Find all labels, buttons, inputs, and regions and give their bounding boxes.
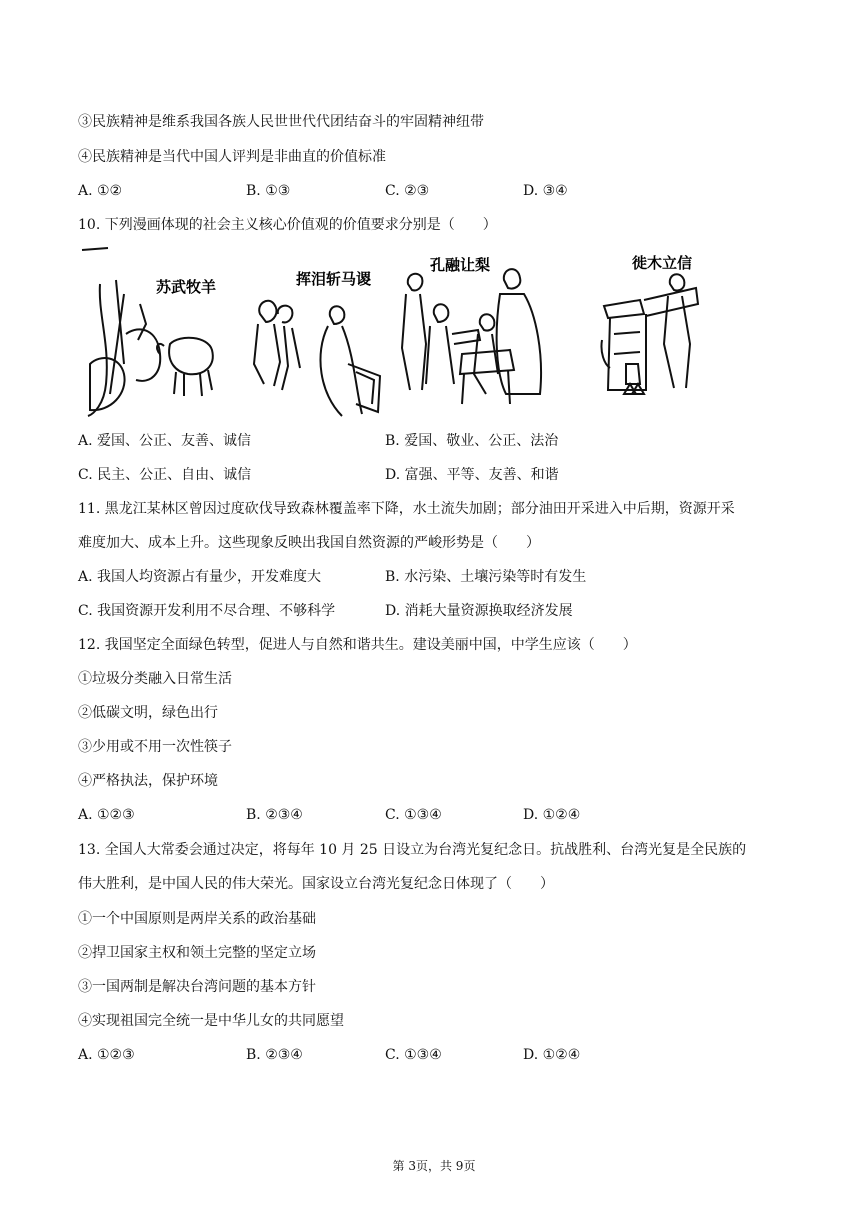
q10-option-d: D. 富强、平等、友善、和谐	[385, 467, 559, 483]
q9-option-b: B. ①③	[246, 183, 291, 199]
comic-caption-2: 挥泪斩马谡	[296, 270, 372, 288]
q9-option-d: D. ③④	[523, 183, 568, 199]
q12-statement-1: ①垃圾分类融入日常生活	[78, 671, 232, 687]
comic-su-wu-herding-sheep	[80, 244, 230, 420]
q12-statement-3: ③少用或不用一次性筷子	[78, 739, 232, 755]
comic-caption-3: 孔融让梨	[430, 256, 491, 274]
q13-statement-1: ①一个中国原则是两岸关系的政治基础	[78, 911, 316, 927]
comic-moving-log-trust	[600, 244, 700, 420]
q10-option-a: A. 爱国、公正、友善、诚信	[78, 433, 252, 449]
q13-statement-4: ④实现祖国完全统一是中华儿女的共同愿望	[78, 1013, 344, 1029]
q13-stem-line-1: 13. 全国人大常委会通过决定，将每年 10 月 25 日设立为台湾光复纪念日。抗战胜利、台湾光复是全民族的	[78, 842, 747, 858]
q10-stem: 10. 下列漫画体现的社会主义核心价值观的价值要求分别是（ ）	[78, 217, 497, 233]
q12-statement-4: ④严格执法，保护环境	[78, 773, 218, 789]
q9-statement-4: ④民族精神是当代中国人评判是非曲直的价值标准	[78, 149, 386, 165]
q13-stem-line-2: 伟大胜利，是中国人民的伟大荣光。国家设立台湾光复纪念日体现了（ ）	[78, 876, 554, 892]
q10-option-b: B. 爱国、敬业、公正、法治	[385, 433, 559, 449]
q11-option-b: B. 水污染、土壤污染等时有发生	[385, 569, 587, 585]
q12-option-c: C. ①③④	[385, 807, 442, 823]
q9-option-a: A. ①②	[78, 183, 123, 199]
q12-option-b: B. ②③④	[246, 807, 303, 823]
q13-option-d: D. ①②④	[523, 1047, 581, 1063]
comic-caption-1: 苏武牧羊	[156, 278, 217, 296]
comic-tears-executing-ma-su	[244, 244, 384, 420]
q12-option-d: D. ①②④	[523, 807, 581, 823]
q11-option-a: A. 我国人均资源占有量少，开发难度大	[78, 569, 322, 585]
q11-option-c: C. 我国资源开发利用不尽合理、不够科学	[78, 603, 336, 619]
q13-statement-3: ③一国两制是解决台湾问题的基本方针	[78, 979, 316, 995]
q11-stem-line-2: 难度加大、成本上升。这些现象反映出我国自然资源的严峻形势是（ ）	[78, 535, 540, 551]
q13-option-a: A. ①②③	[78, 1047, 135, 1063]
q12-stem: 12. 我国坚定全面绿色转型，促进人与自然和谐共生。建设美丽中国，中学生应该（ ）	[78, 637, 637, 653]
q11-option-d: D. 消耗大量资源换取经济发展	[385, 603, 573, 619]
q12-option-a: A. ①②③	[78, 807, 135, 823]
comic-caption-4: 徙木立信	[632, 254, 693, 272]
q11-stem-line-1: 11. 黑龙江某林区曾因过度砍伐导致森林覆盖率下降，水土流失加剧；部分油田开采进入中后期，资源开采	[78, 501, 735, 517]
q13-option-c: C. ①③④	[385, 1047, 442, 1063]
q13-statement-2: ②捍卫国家主权和领土完整的坚定立场	[78, 945, 316, 961]
comic-kong-rong-pears	[400, 244, 550, 420]
q12-statement-2: ②低碳文明，绿色出行	[78, 705, 218, 721]
page-footer: 第 3页，共 9页	[392, 1159, 476, 1173]
q9-option-c: C. ②③	[385, 183, 430, 199]
q9-statement-3: ③民族精神是维系我国各族人民世世代代团结奋斗的牢固精神纽带	[78, 114, 484, 130]
q10-option-c: C. 民主、公正、自由、诚信	[78, 467, 252, 483]
q13-option-b: B. ②③④	[246, 1047, 303, 1063]
